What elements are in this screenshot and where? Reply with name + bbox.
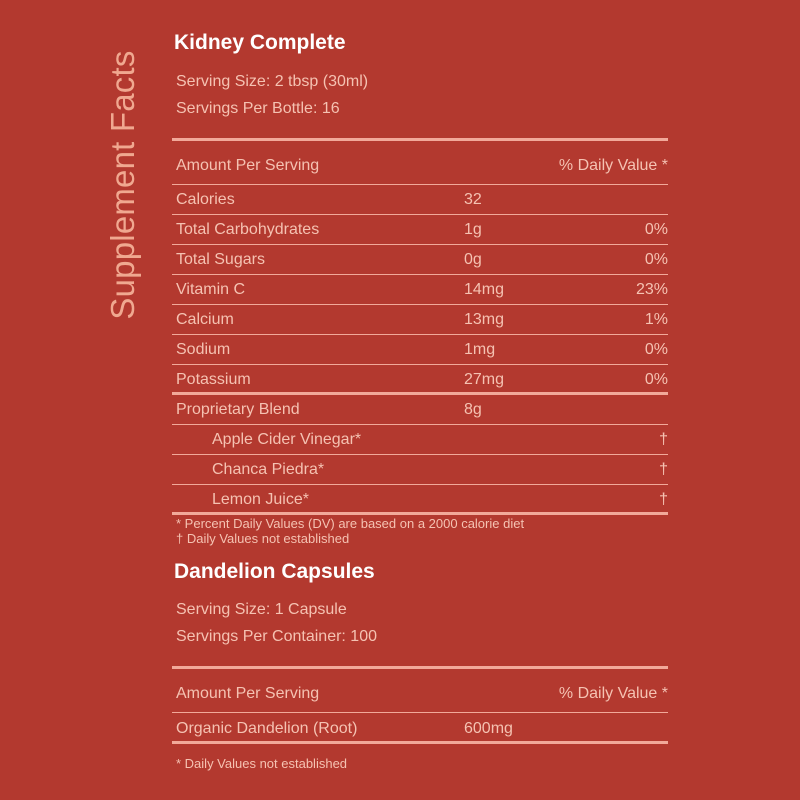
table-row [172,185,668,215]
nutrient-daily-value: † [659,491,668,508]
table-row [172,455,668,485]
kidney-header-row [172,151,668,181]
kidney-top-rule [172,138,668,141]
table-row [172,714,668,744]
nutrient-amount: 1g [464,221,482,238]
table-row [172,335,668,365]
nutrient-name: Calories [176,191,235,208]
kidney-serving-size: Serving Size: 2 tbsp (30ml) [176,73,369,90]
nutrient-amount: 1mg [464,341,496,358]
nutrient-name: Apple Cider Vinegar* [212,431,362,448]
nutrient-name: Chanca Piedra* [212,461,325,478]
dandelion-top-rule [172,666,668,669]
kidney-footnote-dagger: † Daily Values not established [176,531,350,546]
kidney-header-amount: Amount Per Serving [176,157,320,174]
nutrient-name: Calcium [176,311,234,328]
nutrient-daily-value: 0% [644,371,668,388]
nutrient-amount: 600mg [464,720,513,737]
nutrient-amount: 13mg [464,311,505,328]
nutrient-amount: 8g [464,401,482,418]
table-row [172,425,668,455]
dandelion-servings-per-container: Servings Per Container: 100 [176,628,377,645]
nutrient-name: Organic Dandelion (Root) [176,720,358,737]
nutrient-amount: 0g [464,251,482,268]
nutrient-name: Potassium [176,371,251,388]
table-row [172,275,668,305]
nutrient-daily-value: 0% [644,341,668,358]
nutrient-daily-value: † [659,461,668,478]
row-divider [172,741,668,744]
dandelion-serving-size: Serving Size: 1 Capsule [176,601,347,618]
kidney-footnote-dv: * Percent Daily Values (DV) are based on a 2000 calorie diet [176,516,525,531]
nutrient-amount: 14mg [464,281,505,298]
kidney-header-dv: % Daily Value * [558,157,668,174]
nutrient-daily-value: 1% [644,311,668,328]
table-row [172,365,668,395]
kidney-servings-per-bottle: Servings Per Bottle: 16 [176,100,340,117]
table-row [172,485,668,515]
kidney-complete-title: Kidney Complete [174,31,346,54]
nutrient-amount: 27mg [464,371,505,388]
dandelion-header-amount: Amount Per Serving [176,685,320,702]
table-row [172,395,668,425]
table-row [172,245,668,275]
dandelion-header-row [172,679,668,709]
table-row [172,305,668,335]
nutrient-name: Sodium [176,341,231,358]
dandelion-header-rule [172,712,668,713]
nutrient-name: Vitamin C [176,281,246,298]
dandelion-footnote: * Daily Values not established [176,756,348,771]
supplement-facts-label: Supplement Facts [104,50,141,320]
dandelion-header-dv: % Daily Value * [558,685,668,702]
nutrient-amount: 32 [464,191,482,208]
nutrient-name: Lemon Juice* [212,491,309,508]
nutrient-name: Total Sugars [176,251,265,268]
nutrient-daily-value: † [659,431,668,448]
nutrient-daily-value: 0% [644,221,668,238]
nutrient-daily-value: 0% [644,251,668,268]
nutrient-name: Proprietary Blend [176,401,300,418]
table-row [172,215,668,245]
nutrient-daily-value: 23% [635,281,668,298]
nutrient-name: Total Carbohydrates [176,221,320,238]
row-divider [172,512,668,515]
dandelion-capsules-title: Dandelion Capsules [174,560,375,583]
